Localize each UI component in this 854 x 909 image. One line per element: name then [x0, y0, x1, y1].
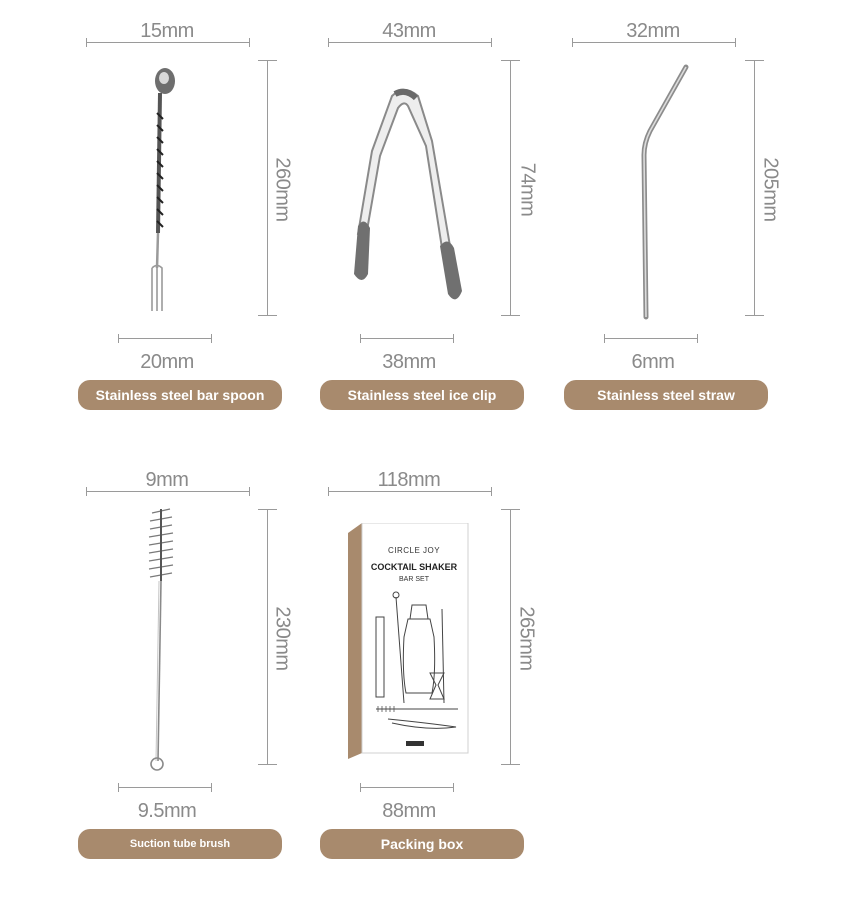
box-subtitle: BAR SET [399, 576, 429, 583]
width-top-label: 15mm [140, 20, 194, 42]
width-top-line [328, 491, 492, 492]
width-top-line [572, 42, 736, 43]
height-line [267, 509, 268, 765]
width-bottom-line [118, 787, 212, 788]
width-bottom-label: 20mm [140, 351, 194, 373]
width-bottom-label: 6mm [631, 351, 675, 373]
width-bottom-line [360, 787, 454, 788]
product-cell-bar-spoon [78, 8, 322, 428]
height-label: 205mm [759, 157, 782, 222]
product-name-badge: Packing box [320, 829, 524, 859]
width-top-line [86, 42, 250, 43]
box-brand: CIRCLE JOY [387, 546, 441, 555]
product-cell-brush [78, 457, 322, 877]
height-line [510, 60, 511, 316]
product-cell-ice-clip [320, 8, 564, 428]
bar-spoon-icon [140, 63, 180, 313]
width-top-label: 9mm [145, 469, 189, 491]
product-cell-straw [564, 8, 808, 428]
box-title: COCKTAIL SHAKER [370, 562, 458, 572]
height-line [267, 60, 268, 316]
straw-brush-icon [144, 505, 178, 773]
width-top-label: 118mm [377, 469, 441, 491]
height-label: 260mm [271, 157, 294, 222]
height-label: 74mm [516, 162, 539, 217]
width-bottom-label: 38mm [382, 351, 436, 373]
ice-tongs-icon [340, 86, 470, 306]
height-line [754, 60, 755, 316]
width-bottom-line [360, 338, 454, 339]
height-label: 230mm [271, 606, 294, 671]
width-bottom-label: 9.5mm [137, 800, 197, 822]
product-name-badge: Stainless steel bar spoon [78, 380, 282, 410]
width-top-line [328, 42, 492, 43]
width-bottom-label: 88mm [382, 800, 436, 822]
width-bottom-line [118, 338, 212, 339]
height-label: 265mm [515, 606, 538, 671]
product-cell-packing-box [320, 457, 564, 877]
product-name-badge: Stainless steel straw [564, 380, 768, 410]
width-top-label: 32mm [626, 20, 680, 42]
product-name-badge: Stainless steel ice clip [320, 380, 524, 410]
height-line [510, 509, 511, 765]
packing-box-icon [348, 523, 470, 761]
width-bottom-line [604, 338, 698, 339]
width-top-label: 43mm [382, 20, 436, 42]
width-top-line [86, 491, 250, 492]
bent-straw-icon [628, 63, 698, 321]
product-name-badge: Suction tube brush [78, 829, 282, 859]
